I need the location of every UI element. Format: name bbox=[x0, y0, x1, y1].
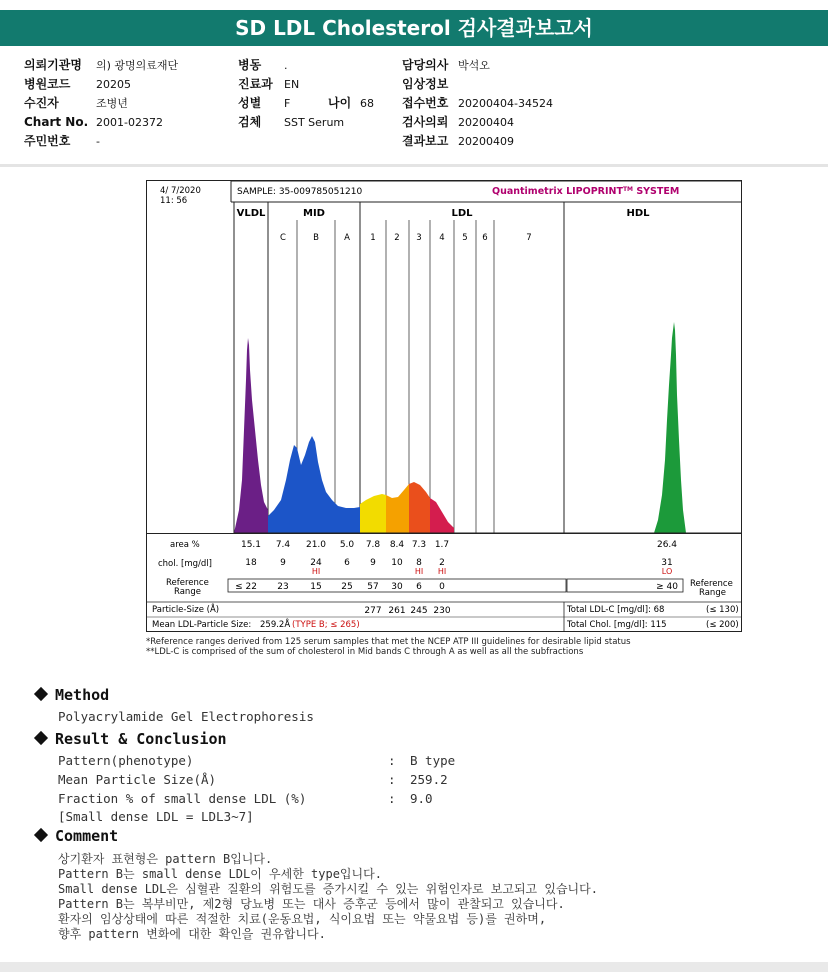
flag-value: LO bbox=[661, 567, 673, 576]
row-label-ref-2: Range bbox=[174, 587, 201, 597]
subband-label: 5 bbox=[462, 233, 468, 243]
field-resident-no: 주민번호 - bbox=[24, 134, 100, 148]
result-note: [Small dense LDL = LDL3~7] bbox=[58, 809, 254, 824]
particle-size-value: 230 bbox=[433, 606, 451, 616]
area-value: 7.8 bbox=[365, 540, 381, 550]
method-text: Polyacrylamide Gel Electrophoresis bbox=[58, 709, 314, 724]
particle-size-value: 245 bbox=[410, 606, 428, 616]
field-chart-no: Chart No. 2001-02372 bbox=[24, 115, 163, 129]
field-clinical-info: 임상정보 bbox=[402, 77, 449, 91]
total-chol-ref: (≤ 200) bbox=[706, 620, 739, 630]
field-report-date: 결과보고 20200409 bbox=[402, 134, 514, 148]
trace-mid bbox=[264, 436, 360, 533]
area-value: 1.7 bbox=[434, 540, 450, 550]
subband-label: B bbox=[313, 233, 319, 243]
chol-value: 18 bbox=[245, 558, 257, 568]
result-colon: : bbox=[388, 772, 396, 787]
particle-size-value: 261 bbox=[388, 606, 406, 616]
right-ref-label-1: Reference bbox=[690, 579, 733, 589]
comment-heading: Comment bbox=[36, 827, 118, 845]
chart-brand: Quantimetrix LIPOPRINT™ SYSTEM bbox=[492, 186, 680, 197]
area-value: 7.3 bbox=[411, 540, 427, 550]
chart-footnote-1: *Reference ranges derived from 125 serum samples that met the NCEP ATP III guidelines for desirable lipid status bbox=[146, 637, 631, 647]
comment-line: 향후 pattern 변화에 대한 확인을 권유합니다. bbox=[58, 927, 326, 941]
chol-value: 31 bbox=[661, 558, 673, 568]
chart-sample: SAMPLE: 35-009785051210 bbox=[237, 187, 363, 197]
diamond-icon bbox=[34, 828, 48, 842]
reference-value: 15 bbox=[310, 582, 322, 592]
chol-value: 24 bbox=[310, 558, 322, 568]
trace-ldl4 bbox=[426, 492, 458, 533]
chol-value: 6 bbox=[344, 558, 350, 568]
reference-value: 25 bbox=[341, 582, 353, 592]
reference-value: ≥ 40 bbox=[656, 582, 678, 592]
comment-line: Pattern B는 small dense LDL이 우세한 type입니다. bbox=[58, 867, 382, 881]
chart-footnote-2: **LDL-C is comprised of the sum of cholesterol in Mid bands C through A as well as all the subfractions bbox=[146, 647, 584, 657]
right-ref-label-2: Range bbox=[699, 588, 726, 598]
chol-value: 9 bbox=[370, 558, 376, 568]
row-label-area: area % bbox=[170, 540, 200, 550]
method-heading: Method bbox=[36, 686, 109, 704]
comment-line: 환자의 임상상태에 따른 적절한 치료(운동요법, 식이요법 또는 약물요법 등)를 권하며, bbox=[58, 912, 547, 926]
total-ldl: Total LDL-C [mg/dl]: 68 bbox=[567, 605, 665, 615]
reference-value: 30 bbox=[391, 582, 403, 592]
total-chol: Total Chol. [mg/dl]: 115 bbox=[567, 620, 667, 630]
chol-value: 2 bbox=[439, 558, 445, 568]
chart-date: 4/ 7/2020 bbox=[160, 186, 201, 196]
comment-line: 상기환자 표현형은 pattern B입니다. bbox=[58, 852, 273, 866]
field-doctor: 담당의사 박석오 bbox=[402, 58, 490, 72]
area-value: 21.0 bbox=[305, 540, 327, 550]
region-ldl-label: LDL bbox=[451, 208, 473, 219]
field-receipt-no: 접수번호 20200404-34524 bbox=[402, 96, 553, 110]
field-age: 나이 68 bbox=[328, 96, 374, 110]
field-department: 진료과 EN bbox=[238, 77, 300, 91]
result-colon: : bbox=[388, 791, 396, 806]
subband-label: A bbox=[344, 233, 350, 243]
region-hdl-label: HDL bbox=[626, 208, 650, 219]
chol-value: 10 bbox=[391, 558, 403, 568]
field-patient-name: 수진자 조병년 bbox=[24, 96, 128, 110]
trace-hdl bbox=[654, 322, 686, 533]
mean-size-type: (TYPE B; ≤ 265) bbox=[292, 620, 360, 630]
reference-value: 57 bbox=[367, 582, 379, 592]
row-label-ref-1: Reference bbox=[166, 578, 209, 588]
chol-value: 9 bbox=[280, 558, 286, 568]
row-label-chol: chol. [mg/dl] bbox=[158, 559, 212, 569]
subband-label: 4 bbox=[439, 233, 445, 243]
area-value: 7.4 bbox=[275, 540, 291, 550]
subband-label: C bbox=[280, 233, 286, 243]
reference-value: ≤ 22 bbox=[235, 582, 257, 592]
particle-size-label: Particle-Size (Å) bbox=[152, 605, 220, 615]
result-label-sdldl: Fraction % of small dense LDL (%) bbox=[58, 791, 307, 806]
flag-value: HI bbox=[311, 567, 321, 576]
comment-line: Pattern B는 복부비만, 제2형 당뇨병 또는 대사 증후군 등에서 많이 관찰되고 있습니다. bbox=[58, 897, 565, 911]
result-heading: Result & Conclusion bbox=[36, 730, 227, 748]
trace-vldl bbox=[234, 338, 268, 533]
header-divider bbox=[0, 164, 828, 167]
patient-info bbox=[0, 52, 828, 164]
result-value-mean-size: 259.2 bbox=[410, 772, 448, 787]
subband-label: 6 bbox=[482, 233, 488, 243]
chol-value: 8 bbox=[416, 558, 422, 568]
field-request-date: 검사의뢰 20200404 bbox=[402, 115, 514, 129]
field-hospital-code: 병원코드 20205 bbox=[24, 77, 131, 91]
chart-time: 11: 56 bbox=[160, 196, 188, 206]
diamond-icon bbox=[34, 731, 48, 745]
area-value: 5.0 bbox=[339, 540, 355, 550]
area-value: 15.1 bbox=[240, 540, 262, 550]
total-ldl-ref: (≤ 130) bbox=[706, 605, 739, 615]
subband-label: 1 bbox=[370, 233, 376, 243]
result-label-pattern: Pattern(phenotype) bbox=[58, 753, 194, 768]
result-value-pattern: B type bbox=[410, 753, 456, 768]
reference-value: 0 bbox=[439, 582, 445, 592]
comment-line: Small dense LDL은 심혈관 질환의 위험도를 증가시킬 수 있는 위험인자로 보고되고 있습니다. bbox=[58, 882, 598, 896]
region-vldl-label: VLDL bbox=[236, 208, 266, 219]
lipoprint-chart bbox=[146, 180, 742, 632]
flag-value: HI bbox=[414, 567, 424, 576]
result-colon: : bbox=[388, 753, 396, 768]
area-value: 26.4 bbox=[656, 540, 678, 550]
result-label-mean-size: Mean Particle Size(Å) bbox=[58, 772, 217, 787]
particle-size-value: 277 bbox=[364, 606, 382, 616]
diamond-icon bbox=[34, 687, 48, 701]
flag-value: HI bbox=[437, 567, 447, 576]
mean-size-value: 259.2Å bbox=[260, 620, 291, 630]
subband-label: 3 bbox=[416, 233, 422, 243]
reference-value: 6 bbox=[416, 582, 422, 592]
field-sex: 성별 F bbox=[238, 96, 291, 110]
footer-band bbox=[0, 962, 828, 972]
subband-label: 2 bbox=[394, 233, 400, 243]
subband-label: 7 bbox=[526, 233, 532, 243]
mean-size-label: Mean LDL-Particle Size: bbox=[152, 620, 252, 630]
result-value-sdldl: 9.0 bbox=[410, 791, 433, 806]
report-title: SD LDL Cholesterol 검사결과보고서 bbox=[0, 10, 828, 46]
region-mid-label: MID bbox=[303, 208, 325, 219]
field-specimen: 검체 SST Serum bbox=[238, 115, 345, 129]
field-requester: 의뢰기관명 의) 광명의료재단 bbox=[24, 58, 179, 72]
field-ward: 병동 . bbox=[238, 58, 288, 72]
reference-value: 23 bbox=[277, 582, 289, 592]
area-value: 8.4 bbox=[389, 540, 405, 550]
